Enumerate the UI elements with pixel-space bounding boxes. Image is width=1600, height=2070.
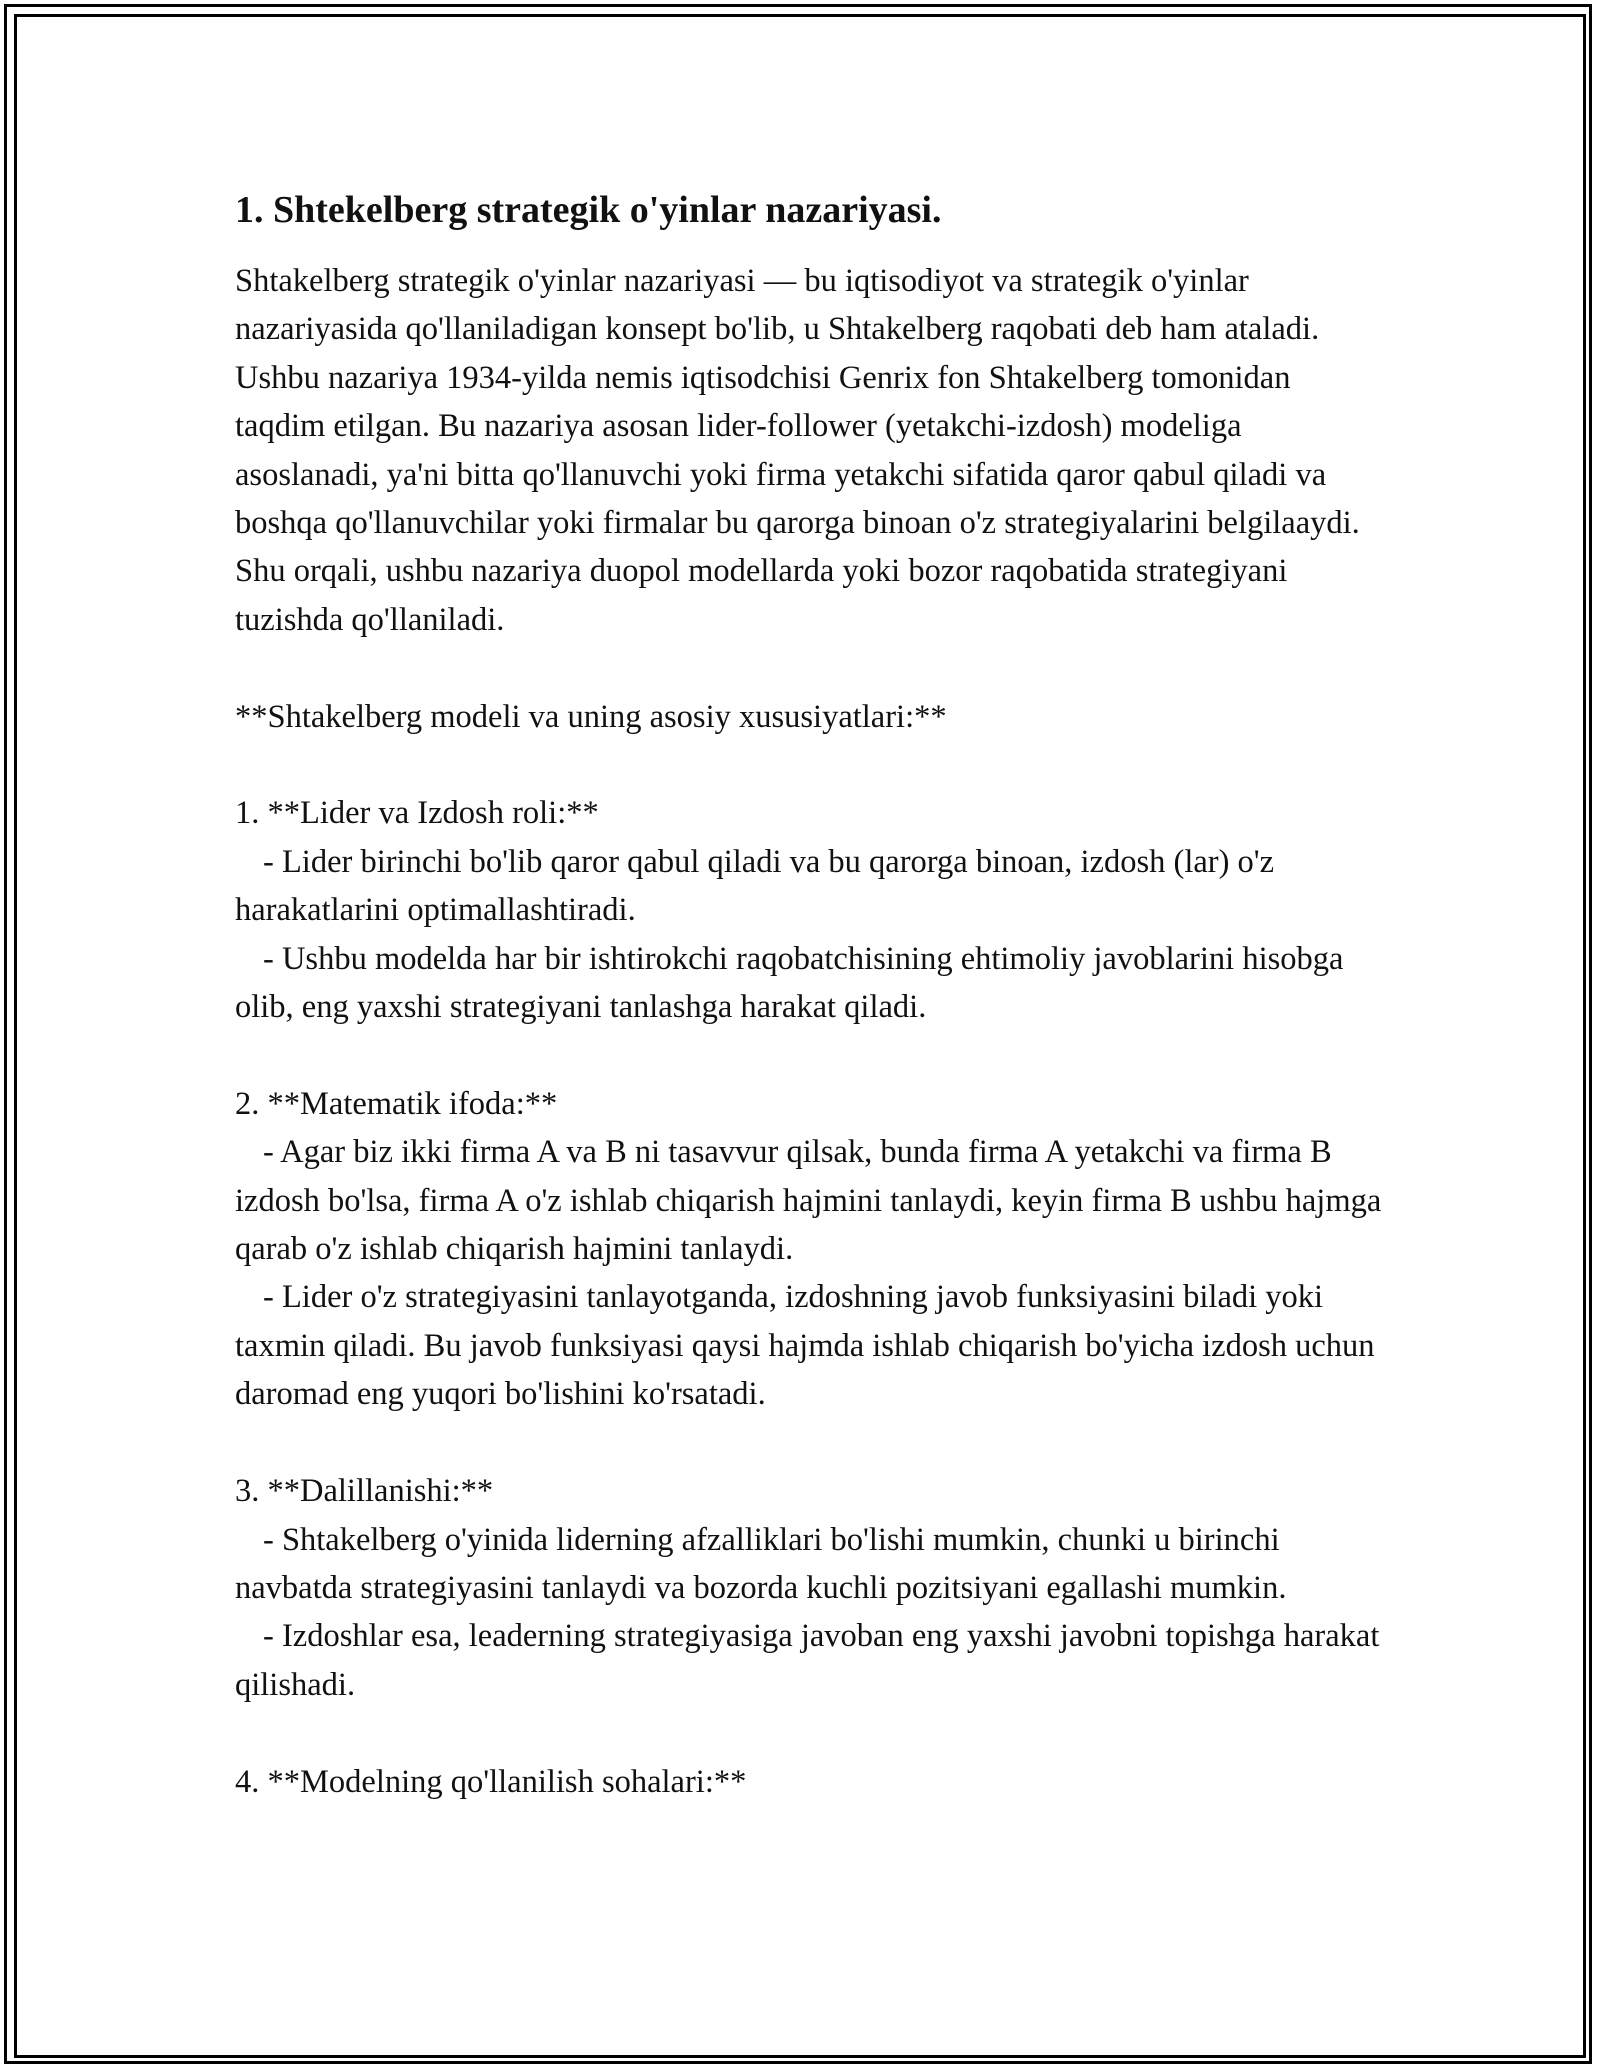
section-3-bullet-2: - Izdoshlar esa, leaderning strategiyasiga javoban eng yaxshi javobni topishga harakat qilishadi.: [235, 1618, 1380, 1703]
section-3-bullet-1: - Shtakelberg o'yinida liderning afzalliklari bo'lishi mumkin, chunki u birinchi navbatda strategiyasini tanlaydi va bozorda kuchli pozitsiyani egallashi mumkin.: [235, 1521, 1287, 1606]
document-body: [235, 185, 1385, 1806]
section-4: [235, 1758, 1385, 1806]
section-4-heading: 4. **Modelning qo'llanilish sohalari:**: [235, 1763, 747, 1800]
section-2-heading: 2. **Matematik ifoda:**: [235, 1085, 558, 1122]
section-1-bullet-2: - Ushbu modelda har bir ishtirokchi raqobatchisining ehtimoliy javoblarini hisobga olib, eng yaxshi strategiyani tanlashga harakat qiladi.: [235, 940, 1344, 1026]
section-2: [235, 1080, 1385, 1419]
section-1: [235, 789, 1385, 1031]
section-1-heading: 1. **Lider va Izdosh roli:**: [235, 795, 599, 832]
document-title: 1. Shtekelberg strategik o'yinlar nazariyasi.: [235, 189, 942, 231]
section-1-bullet-1: - Lider birinchi bo'lib qaror qabul qiladi va bu qarorga binoan, izdosh (lar) o'z harakatlarini optimallashtiradi.: [235, 843, 1275, 929]
section-2-bullet-2: - Lider o'z strategiyasini tanlayotganda, izdoshning javob funksiyasini biladi yoki taxmin qiladi. Bu javob funksiyasi qaysi hajmda ishlab chiqarish bo'yicha izdosh uchun daromad eng yuqori bo'lishini ko'rsatadi.: [235, 1279, 1375, 1413]
section-3: [235, 1467, 1385, 1709]
intro-paragraph: Shtakelberg strategik o'yinlar nazariyasi — bu iqtisodiyot va strategik o'yinlar nazariyasida qo'llaniladigan konsept bo'lib, u Shtakelberg raqobati deb ham ataladi. Ushbu nazariya 1934-yilda nemis iqtisodchisi Genrix fon Shtakelberg tomonidan taqdim etilgan. Bu nazariya asosan lider-follower (yetakchi-izdosh) modeliga asoslanadi, ya'ni bitta qo'llanuvchi yoki firma yetakchi sifatida qaror qabul qiladi va boshqa qo'llanuvchilar yoki firmalar bu qarorga binoan o'z strategiyalarini belgilaaydi. Shu orqali, ushbu nazariya duopol modellarda yoki bozor raqobatida strategiyani tuzishda qo'llaniladi.: [235, 263, 1360, 638]
section-3-heading: 3. **Dalillanishi:**: [235, 1473, 494, 1510]
section-2-bullet-1: - Agar biz ikki firma A va B ni tasavvur qilsak, bunda firma A yetakchi va firma B izdosh bo'lsa, firma A o'z ishlab chiqarish hajmini tanlaydi, keyin firma B ushbu hajmga qarab o'z ishlab chiqarish hajmini tanlaydi.: [235, 1134, 1382, 1268]
section-heading: **Shtakelberg modeli va uning asosiy xususiyatlari:**: [235, 698, 947, 735]
